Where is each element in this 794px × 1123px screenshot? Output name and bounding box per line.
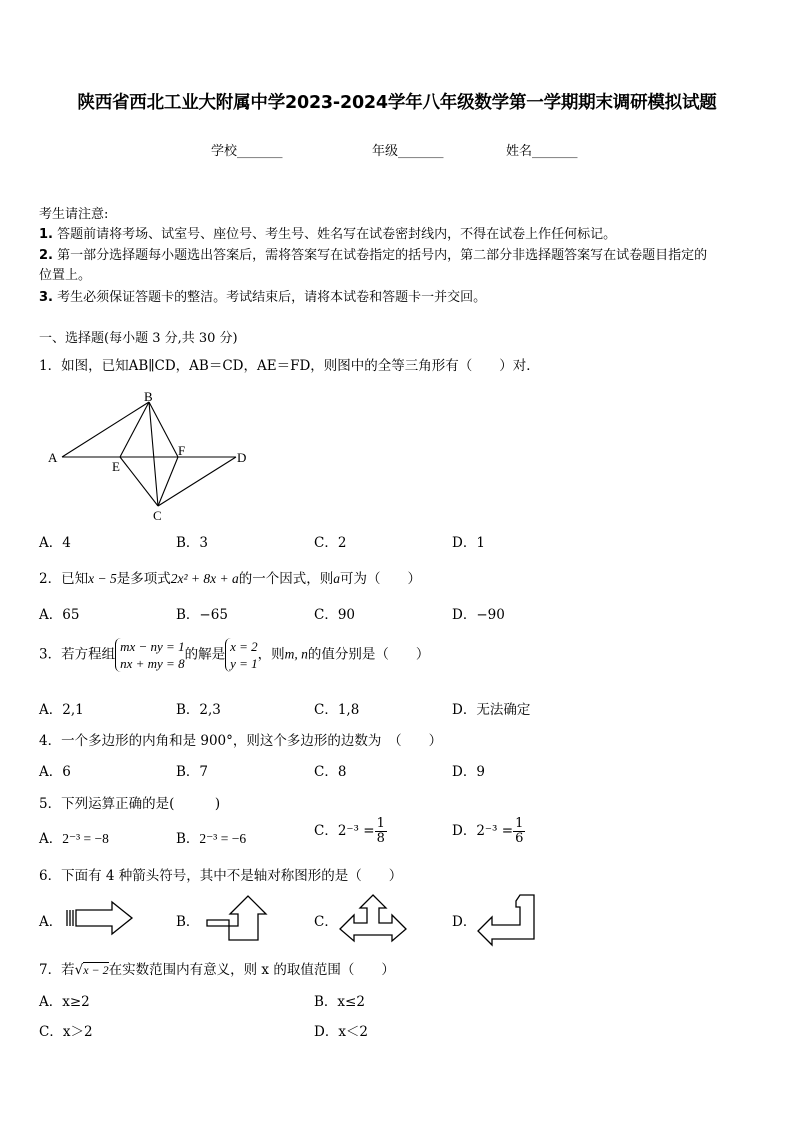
q7-option-a: A．x≥2 [39,994,90,1010]
q5-option-c: C．2⁻³ = $\frac{1}{8}$ [314,816,385,846]
q2-option-b: B．−65 [176,607,228,623]
q6-option-b: B． [176,914,200,930]
q3-option-d: D．无法确定 [452,702,531,718]
equation-system: mx − ny = 1 nx + my = 8 [115,638,184,672]
point-b-label: B [144,389,153,404]
q5-option-b: B．2⁻³ = −6 [176,831,247,847]
q4-option-a: A．6 [39,764,71,780]
question-3-text: 3．若方程组 mx − ny = 1 nx + my = 8 的解是 x = 2 y = 1 ，则m, n的值分别是（ ） [39,639,430,671]
q2-option-d: D．−90 [452,607,505,623]
q4-option-b: B．7 [176,764,209,780]
solution-system: x = 2 y = 1 [225,638,258,672]
q7-option-d: D．x＜2 [314,1024,369,1040]
bent-arrow-icon [476,893,540,947]
note-2-cont: 位置上。 [39,268,92,283]
grade-field: 年级_______ [372,144,444,159]
point-c-label: C [153,508,162,522]
name-field: 姓名_______ [506,144,578,159]
q6-option-c: C． [314,914,338,930]
question-2-text: 2．已知x − 5是多项式2x² + 8x + a的一个因式，则a可为（ ） [39,571,421,587]
bent-up-arrow-icon [204,894,268,944]
question-5-text: 5．下列运算正确的是( ) [39,796,221,812]
q3-option-c: C．1,8 [314,702,360,718]
question-4-text: 4．一个多边形的内角和是 900°，则这个多边形的边数为 （ ） [39,733,443,749]
q1-option-d: D．1 [452,535,485,551]
page-title: 陕西省西北工业大附属中学2023-2024学年八年级数学第一学期期末调研模拟试题 [77,93,717,113]
q2-option-a: A．65 [39,607,80,623]
notes-heading: 考生请注意: [39,207,109,222]
point-e-label: E [112,459,120,474]
question-7-text: 7．若√x − 2在实数范围内有意义，则 x 的取值范围（ ） [39,962,395,978]
question-1-text: 1．如图，已知AB∥CD，AB＝CD，AE＝FD，则图中的全等三角形有（ ）对． [39,358,540,374]
question-6-text: 6．下面有 4 种箭头符号，其中不是轴对称图形的是（ ） [39,868,403,884]
q4-option-c: C．8 [314,764,347,780]
note-1: 1. 答题前请将考场、试室号、座位号、考生号、姓名写在试卷密封线内，不得在试卷上作任何标记。 [39,227,617,242]
q4-option-d: D．9 [452,764,485,780]
three-way-arrow-icon [338,893,408,943]
square-root: √x − 2 [74,962,109,978]
question-1-figure [44,388,254,522]
q1-option-a: A．4 [39,535,71,551]
double-line-right-arrow-icon [64,898,136,938]
section-heading: 一、选择题(每小题 3 分,共 30 分) [39,331,238,346]
point-f-label: F [178,443,186,458]
q5-option-a: A．2⁻³ = −8 [39,831,109,847]
q1-option-b: B．3 [176,535,209,551]
note-3: 3. 考生必须保证答题卡的整洁。考试结束后，请将本试卷和答题卡一并交回。 [39,290,487,305]
point-d-label: D [237,450,247,465]
q3-option-b: B．2,3 [176,702,221,718]
q7-option-c: C．x＞2 [39,1024,93,1040]
q7-option-b: B．x≤2 [314,994,365,1010]
q6-option-a: A． [39,914,63,930]
point-a-label: A [48,450,58,465]
school-field: 学校_______ [211,144,283,159]
q2-option-c: C．90 [314,607,356,623]
q6-option-d: D． [452,914,477,930]
q5-option-d: D．2⁻³ = $\frac{1}{6}$ [452,816,524,846]
q3-option-a: A．2,1 [39,702,84,718]
note-2: 2. 第一部分选择题每小题选出答案后，需将答案写在试卷指定的括号内，第二部分非选择题答案写在试卷题目指定的 [39,248,708,263]
q1-option-c: C．2 [314,535,347,551]
